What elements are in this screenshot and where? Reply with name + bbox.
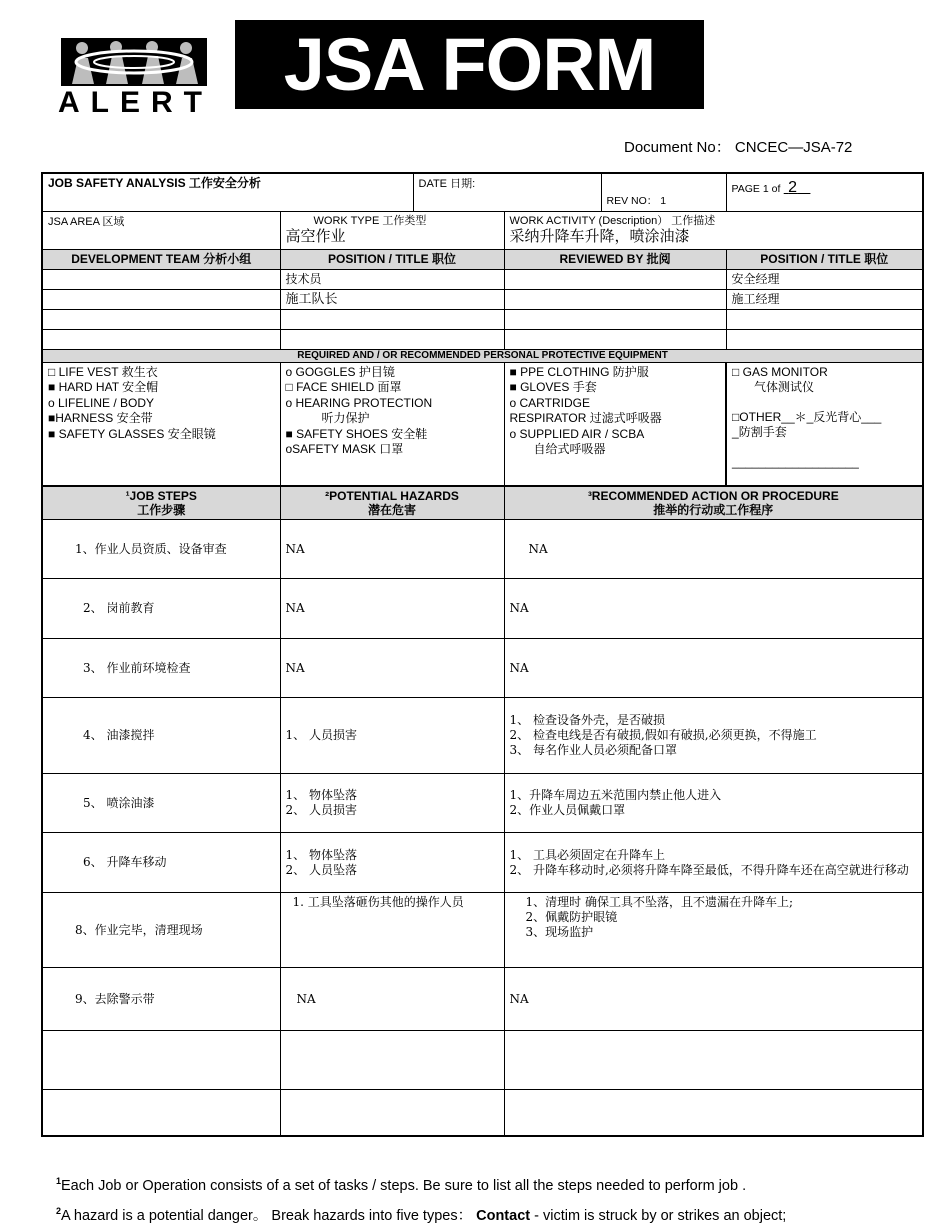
page-total xyxy=(784,179,811,196)
table-row xyxy=(42,893,923,968)
rev-field xyxy=(601,173,726,211)
hazard-cell[interactable]: 1、 人员损害 xyxy=(280,698,504,774)
action-cell[interactable]: NA xyxy=(504,639,923,698)
hazard-cell[interactable]: NA xyxy=(280,639,504,698)
hazard-cell[interactable]: NA xyxy=(280,520,504,579)
ppe-other-detail: _防割手套 xyxy=(732,425,787,439)
page-field xyxy=(726,173,923,211)
action-item: 3、 每名作业人员必须配备口罩 xyxy=(509,743,677,757)
table-row xyxy=(42,639,923,698)
position-cell[interactable] xyxy=(280,329,504,349)
ppe-gas-monitor-cn: 气体测试仪 xyxy=(754,380,815,394)
work-type-label: WORK TYPE 工作类型 xyxy=(313,214,427,227)
position-cell[interactable]: 技术员 xyxy=(280,269,504,289)
ppe-life-vest[interactable]: □ LIFE VEST 救生衣 xyxy=(48,364,158,379)
page-label: PAGE 1 of xyxy=(731,183,781,195)
hazard-item: 2、 人员坠落 xyxy=(285,862,357,877)
ppe-respirator: RESPIRATOR 过滤式呼吸器 xyxy=(509,411,662,425)
dev-team-cell[interactable] xyxy=(42,309,280,329)
ppe-safety-mask[interactable]: oSAFETY MASK 口罩 xyxy=(285,442,404,456)
hazard-cell[interactable] xyxy=(280,833,504,893)
footnote-2-text-end: - victim is struck by or strikes an object; xyxy=(530,1208,787,1224)
reviewed-by-cell[interactable] xyxy=(504,289,726,309)
position-header-1: POSITION / TITLE 职位 xyxy=(280,249,504,269)
date-field[interactable] xyxy=(413,173,601,211)
job-steps-header-cn: 工作步骤 xyxy=(137,503,186,517)
form-title-banner: JSA FORM xyxy=(235,20,704,109)
action-item: 1、清理时 确保工具不坠落，且不遗漏在升降车上; xyxy=(525,895,793,909)
position-cell[interactable] xyxy=(280,309,504,329)
reviewed-by-cell[interactable] xyxy=(504,269,726,289)
footnote-1: $^1$Each Job or Operation consists of a set of tasks / steps. Be sure to list all the steps needed to perform job . xyxy=(56,1176,747,1194)
jsa-form-table xyxy=(41,172,924,1137)
hazard-cell[interactable] xyxy=(280,893,504,968)
table-row xyxy=(42,774,923,833)
ppe-safety-shoes[interactable]: ■ SAFETY SHOES 安全鞋 xyxy=(285,426,428,441)
ppe-scba-cn: 自给式呼吸器 xyxy=(533,442,606,456)
actions-header-cn: 推举的行动或工作程序 xyxy=(653,503,774,517)
ppe-column-3 xyxy=(504,362,726,486)
position-cell[interactable]: 安全经理 xyxy=(726,269,923,289)
footnote-2-text: A hazard is a potential danger。 Break hazards into five types： xyxy=(61,1208,477,1224)
hazards-header xyxy=(280,486,504,520)
ppe-column-1 xyxy=(42,362,280,486)
dev-team-cell[interactable] xyxy=(42,269,280,289)
dev-team-cell[interactable] xyxy=(42,329,280,349)
action-item: 2、 升降车移动时,必须将升降车降至最低，不得升降车还在高空就进行移动 xyxy=(509,862,909,877)
action-item: 1、 检查设备外壳，是否破损 xyxy=(509,713,665,727)
action-item: 1、 工具必须固定在升降车上 xyxy=(509,847,665,862)
jsa-area-label: JSA AREA 区域 xyxy=(48,215,125,228)
work-type-field[interactable] xyxy=(280,211,504,249)
ppe-other-blank[interactable]: ___________________ xyxy=(732,454,859,469)
ppe-harness[interactable]: ■HARNESS 安全带 xyxy=(48,411,153,425)
action-cell[interactable] xyxy=(504,893,923,968)
dev-team-cell[interactable] xyxy=(42,289,280,309)
job-step-cell[interactable]: 5、 喷涂油漆 xyxy=(42,774,280,833)
work-type-value: 高空作业 xyxy=(285,227,346,245)
ppe-column-4 xyxy=(726,362,923,486)
ppe-hard-hat[interactable]: ■ HARD HAT 安全帽 xyxy=(48,380,159,394)
table-row xyxy=(42,833,923,893)
table-row xyxy=(42,698,923,774)
jsa-area-field[interactable] xyxy=(42,211,280,249)
ppe-gas-monitor[interactable]: □ GAS MONITOR xyxy=(732,364,828,379)
action-cell[interactable]: NA xyxy=(504,520,923,579)
hazard-cell[interactable] xyxy=(280,774,504,833)
action-item: 2、佩戴防护眼镜 xyxy=(525,910,618,924)
work-activity-field[interactable] xyxy=(504,211,923,249)
action-cell[interactable] xyxy=(504,833,923,893)
ppe-face-shield[interactable]: □ FACE SHIELD 面罩 xyxy=(285,380,402,394)
hazard-item: 1. 工具坠落砸伤其他的操作人员 xyxy=(292,895,464,909)
action-item: 3、现场监护 xyxy=(525,925,594,939)
reviewed-by-header: REVIEWED BY 批阅 xyxy=(504,249,726,269)
job-step-cell[interactable]: 6、 升降车移动 xyxy=(42,833,280,893)
ppe-clothing[interactable]: ■ PPE CLOTHING 防护服 xyxy=(509,364,649,379)
job-step-cell[interactable]: 3、 作业前环境检查 xyxy=(42,639,280,698)
table-row xyxy=(42,579,923,639)
actions-header xyxy=(504,486,923,520)
job-step-cell[interactable]: 9、去除警示带 xyxy=(42,968,280,1031)
job-step-cell[interactable]: 1、作业人员资质、设备审查 xyxy=(42,520,280,579)
position-cell[interactable] xyxy=(726,309,923,329)
hazard-cell[interactable] xyxy=(280,1031,504,1090)
ppe-hearing-protection[interactable]: o HEARING PROTECTION xyxy=(285,395,433,410)
action-cell[interactable]: NA xyxy=(504,968,923,1031)
table-row xyxy=(42,520,923,579)
ppe-goggles[interactable]: o GOGGLES 护目镜 xyxy=(285,364,395,379)
ppe-column-2 xyxy=(280,362,504,486)
rev-label: REV NO： 1 xyxy=(606,194,667,207)
footnote-2-contact: Contact xyxy=(476,1208,531,1224)
ppe-safety-glasses[interactable]: ■ SAFETY GLASSES 安全眼镜 xyxy=(48,426,216,441)
dev-team-header: DEVELOPMENT TEAM 分析小组 xyxy=(42,249,280,269)
reviewed-by-cell[interactable] xyxy=(504,309,726,329)
job-steps-header-en: ¹JOB STEPS xyxy=(125,489,197,503)
hazard-item: 1、 物体坠落 xyxy=(285,847,357,862)
ppe-heading: REQUIRED AND / OR RECOMMENDED PERSONAL PROTECTIVE EQUIPMENT xyxy=(42,349,923,362)
logo-wordmark: ALERT xyxy=(58,86,213,119)
work-activity-label: WORK ACTIVITY (Description） 工作描述 xyxy=(509,214,716,227)
table-row xyxy=(42,1031,923,1090)
hazard-cell[interactable] xyxy=(280,1090,504,1136)
action-cell[interactable] xyxy=(504,1031,923,1090)
action-cell[interactable]: NA xyxy=(504,579,923,639)
hazards-header-cn: 潜在危害 xyxy=(367,503,416,517)
position-cell[interactable] xyxy=(726,329,923,349)
date-label: DATE 日期: xyxy=(418,178,476,190)
position-cell[interactable]: 施工队长 xyxy=(280,289,504,309)
job-step-cell[interactable]: 4、 油漆搅拌 xyxy=(42,698,280,774)
hazard-item: 1、 物体坠落 xyxy=(285,788,357,802)
ppe-hearing-protection-cn: 听力保护 xyxy=(321,411,370,425)
footnote-2: $^2$A hazard is a potential danger。 Break hazards into five types： Contact - victim is struck by or strikes an object; xyxy=(56,1206,787,1224)
work-activity-value: 采纳升降车升降，喷涂油漆 xyxy=(509,227,690,245)
footnote-1-text: Each Job or Operation consists of a set of tasks / steps. Be sure to list all the steps needed to perform job . xyxy=(61,1177,747,1194)
position-cell[interactable]: 施工经理 xyxy=(726,289,923,309)
hazard-item: 2、 人员损害 xyxy=(285,803,357,817)
job-step-cell[interactable]: 2、 岗前教育 xyxy=(42,579,280,639)
ppe-lifeline[interactable]: o LIFELINE / BODY xyxy=(48,395,155,410)
ppe-supplied-air[interactable]: o SUPPLIED AIR / SCBA xyxy=(509,426,645,441)
ppe-cartridge[interactable]: o CARTRIDGE xyxy=(509,395,590,410)
document-number: Document No： CNCEC—JSA-72 xyxy=(624,139,853,156)
action-cell[interactable] xyxy=(504,1090,923,1136)
hazard-cell[interactable]: NA xyxy=(280,579,504,639)
action-item: 1、升降车周边五米范围内禁止他人进入 xyxy=(509,788,722,802)
jsa-title: JOB SAFETY ANALYSIS 工作安全分析 xyxy=(42,173,413,211)
job-step-cell[interactable]: 8、作业完毕，清理现场 xyxy=(42,893,280,968)
ppe-other[interactable]: □OTHER__＊_反光背心___ xyxy=(732,409,882,424)
action-cell[interactable] xyxy=(504,774,923,833)
hazards-header-en: ²POTENTIAL HAZARDS xyxy=(325,489,459,503)
ppe-gloves[interactable]: ■ GLOVES 手套 xyxy=(509,380,597,394)
action-cell[interactable] xyxy=(504,698,923,774)
table-row xyxy=(42,1090,923,1136)
job-steps-header xyxy=(42,486,280,520)
action-item: 2、 检查电线是否有破损,假如有破损,必须更换，不得施工 xyxy=(509,728,817,742)
action-item: 2、作业人员佩戴口罩 xyxy=(509,803,626,817)
page-total-value: 2 xyxy=(788,179,798,196)
hazard-cell[interactable]: NA xyxy=(280,968,504,1031)
job-step-cell[interactable] xyxy=(42,1031,280,1090)
actions-header-en: ³RECOMMENDED ACTION OR PROCEDURE xyxy=(587,489,839,503)
position-header-2: POSITION / TITLE 职位 xyxy=(726,249,923,269)
reviewed-by-cell[interactable] xyxy=(504,329,726,349)
job-step-cell[interactable] xyxy=(42,1090,280,1136)
table-row xyxy=(42,968,923,1031)
